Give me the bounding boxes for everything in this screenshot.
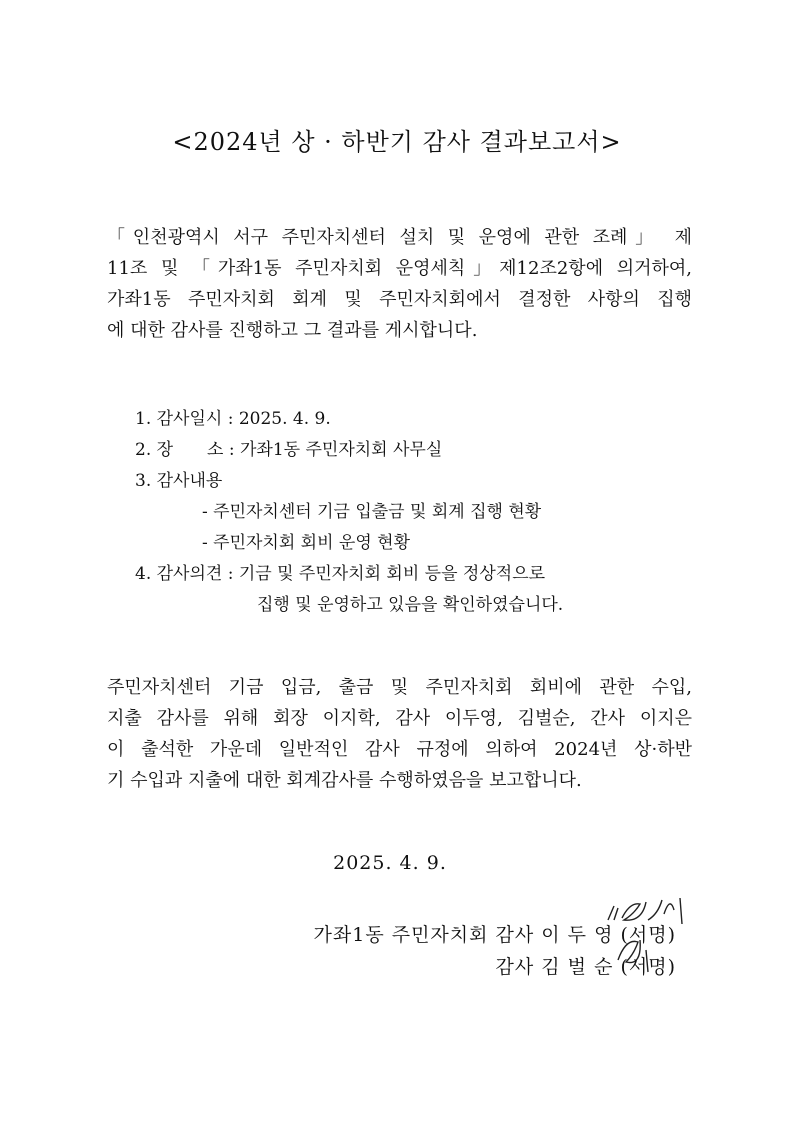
closing-line: 지출 감사를 위해 회장 이지학, 감사 이두영, 김벌순, 간사 이지은 xyxy=(107,708,692,729)
intro-paragraph xyxy=(107,222,692,346)
closing-line: 주민자치센터 기금 입금, 출금 및 주민자치회 회비에 관한 수입, xyxy=(107,677,692,698)
intro-line: 「인천광역시 서구 주민자치센터 설치 및 운영에 관한 조례」 제 xyxy=(107,227,692,248)
report-date: 2025. 4. 9. xyxy=(333,852,447,874)
item-audit-place: 2. 장 소 : 가좌1동 주민자치회 사무실 xyxy=(135,440,443,460)
intro-line: 11조 및 「가좌1동 주민자치회 운영세칙」제12조2항에 의거하여, xyxy=(107,258,692,279)
item-audit-content-label: 3. 감사내용 xyxy=(135,471,223,491)
signature-line-2: 감사 김 벌 순 (서명) xyxy=(495,956,676,978)
item-audit-content-2: - 주민자치회 회비 운영 현황 xyxy=(202,533,411,553)
signature-line-1: 가좌1동 주민자치회 감사 이 두 영 (서명) xyxy=(313,924,676,946)
closing-paragraph xyxy=(107,672,692,796)
item-audit-date: 1. 감사일시 : 2025. 4. 9. xyxy=(135,409,331,429)
item-audit-opinion: 4. 감사의견 : 기금 및 주민자치회 회비 등을 정상적으로 xyxy=(135,564,546,584)
intro-line: 가좌1동 주민자치회 회계 및 주민자치회에서 결정한 사항의 집행 xyxy=(107,289,692,310)
item-audit-content-1: - 주민자치센터 기금 입출금 및 회계 집행 현황 xyxy=(202,502,542,522)
item-audit-opinion-cont: 집행 및 운영하고 있음을 확인하였습니다. xyxy=(257,595,564,615)
closing-line: 기 수입과 지출에 대한 회계감사를 수행하였음을 보고합니다. xyxy=(107,770,582,791)
document-title: <2024년 상 · 하반기 감사 결과보고서> xyxy=(172,128,622,156)
closing-line: 이 출석한 가운데 일반적인 감사 규정에 의하여 2024년 상·하반 xyxy=(107,739,692,760)
intro-line: 에 대한 감사를 진행하고 그 결과를 게시합니다. xyxy=(107,320,478,341)
